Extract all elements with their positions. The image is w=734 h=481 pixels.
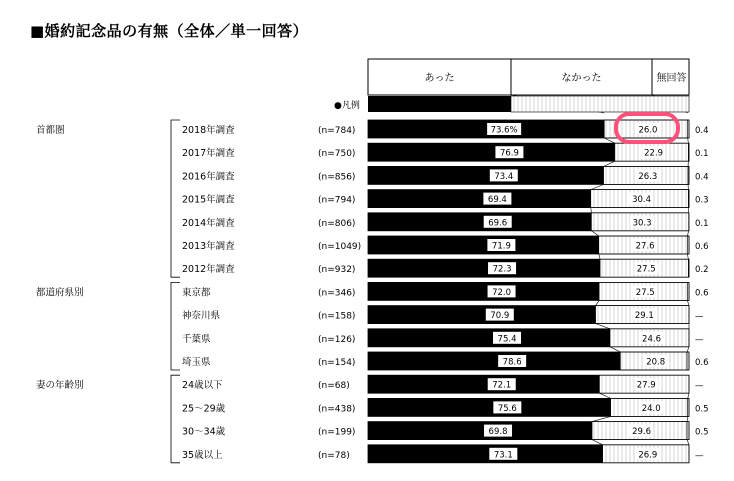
data-label-mukaitou: 0.6 (695, 242, 709, 252)
row-n: (n=806) (318, 218, 356, 229)
data-label-mukaitou: 0.1 (695, 218, 709, 229)
data-label-atta: 72.1 (492, 380, 512, 391)
row-label: 2014年調査 (182, 217, 235, 229)
data-label-nakatta: 26.3 (638, 171, 658, 182)
row-n: (n=154) (318, 358, 356, 368)
legend-label: あった (424, 73, 455, 84)
data-label-atta: 72.0 (492, 287, 512, 298)
legend-label: なかった (561, 73, 602, 84)
bar-atta (368, 306, 596, 324)
row-label: 埼玉県 (182, 357, 211, 368)
row-label: 神奈川県 (182, 310, 221, 322)
row-connector (604, 138, 615, 143)
data-label-nakatta: 24.0 (641, 403, 661, 414)
data-label-mukaitou: — (695, 334, 704, 345)
data-label-nakatta: 30.4 (632, 195, 652, 206)
row-connector (687, 440, 689, 445)
data-label-atta: 76.9 (499, 148, 519, 159)
bar-atta (368, 166, 604, 184)
data-label-nakatta: 26.9 (638, 450, 658, 461)
row-label: 東京都 (182, 287, 211, 299)
row-n: (n=784) (318, 126, 356, 136)
chart-title: ■婚約記念品の有無（全体／単一回答） (30, 22, 309, 40)
bar-atta (368, 422, 592, 440)
legend-swatch-hatch (511, 96, 689, 112)
group-label: 首都圏 (36, 125, 65, 136)
bar-atta (368, 213, 591, 231)
group-label: 都道府県別 (36, 287, 84, 299)
data-label-mukaitou: — (695, 450, 704, 461)
data-label-mukaitou: — (695, 311, 704, 322)
row-connector (592, 416, 611, 421)
bar-atta (368, 143, 615, 161)
data-label-nakatta: 22.9 (644, 148, 664, 159)
data-label-nakatta: 27.5 (635, 287, 655, 298)
group-bracket (171, 375, 180, 463)
data-label-atta: 70.9 (490, 311, 510, 322)
row-label: 25〜29歳 (182, 403, 226, 415)
bar-atta (368, 282, 599, 300)
data-label-atta: 73.1 (493, 450, 513, 461)
row-connector (591, 184, 604, 189)
row-n: (n=856) (318, 172, 356, 183)
row-connector (596, 300, 600, 305)
data-label-mukaitou: 0.4 (695, 126, 709, 136)
row-n: (n=346) (318, 288, 356, 299)
legend-marker: ●凡例 (334, 101, 360, 111)
row-label: 35歳以上 (182, 449, 223, 461)
data-label-mukaitou: 0.1 (695, 149, 709, 160)
data-label-nakatta: 27.6 (635, 241, 655, 252)
data-label-nakatta: 26.0 (638, 125, 658, 136)
bar-atta (368, 445, 603, 463)
row-label: 2013年調査 (182, 241, 235, 252)
row-n: (n=199) (318, 427, 356, 438)
bar-atta (368, 236, 599, 254)
data-label-mukaitou: 0.6 (695, 288, 709, 299)
row-label: 2012年調査 (182, 264, 235, 276)
row-connector (610, 347, 620, 352)
data-label-nakatta: 30.3 (632, 218, 652, 229)
row-connector (687, 254, 688, 259)
row-connector (687, 347, 689, 352)
row-connector (591, 231, 598, 236)
data-label-nakatta: 29.1 (634, 311, 654, 322)
bar-atta (368, 190, 591, 208)
data-label-mukaitou: 0.4 (695, 172, 709, 183)
bar-atta (368, 259, 600, 277)
data-label-atta: 73.4 (494, 171, 514, 182)
data-label-mukaitou: — (695, 381, 704, 392)
row-connector (599, 393, 610, 398)
row-connector (687, 416, 688, 421)
row-n: (n=750) (318, 149, 356, 160)
data-label-nakatta: 29.6 (632, 427, 652, 438)
row-n: (n=158) (318, 311, 356, 322)
row-label: 2015年調査 (182, 194, 235, 206)
group-bracket (171, 120, 180, 277)
data-label-mukaitou: 0.5 (695, 427, 709, 438)
row-label: 2017年調査 (182, 148, 235, 160)
row-n: (n=78) (318, 450, 350, 461)
row-n: (n=794) (318, 195, 356, 206)
row-n: (n=126) (318, 334, 356, 345)
row-n: (n=1049) (318, 242, 362, 252)
row-connector (604, 161, 615, 166)
row-connector (591, 208, 592, 213)
row-connector (596, 324, 610, 329)
data-label-nakatta: 24.6 (642, 334, 661, 345)
data-label-atta: 69.8 (488, 427, 508, 438)
data-label-atta: 78.6 (502, 357, 522, 368)
row-connector (687, 231, 688, 236)
bar-atta (368, 398, 611, 416)
data-label-atta: 75.6 (497, 403, 517, 414)
group-bracket (171, 282, 180, 370)
row-connector (687, 300, 689, 305)
data-label-nakatta: 27.9 (636, 380, 656, 391)
row-connector (599, 254, 600, 259)
row-label: 24歳以下 (182, 380, 223, 392)
bar-atta (368, 375, 599, 393)
row-n: (n=68) (318, 381, 350, 392)
legend-swatch-black (368, 96, 511, 112)
data-label-atta: 71.9 (491, 241, 511, 252)
header-frame (368, 59, 689, 95)
data-label-nakatta: 27.5 (636, 264, 656, 275)
data-label-atta: 69.4 (487, 195, 507, 206)
bar-atta (368, 352, 620, 370)
data-label-atta: 69.6 (488, 218, 508, 229)
group-label: 妻の年齢別 (36, 380, 84, 392)
data-label-mukaitou: 0.2 (695, 265, 709, 276)
data-label-mukaitou: 0.5 (695, 404, 709, 415)
row-label: 30〜34歳 (182, 426, 226, 438)
bar-atta (368, 329, 610, 347)
row-connector (592, 440, 603, 445)
row-connector (688, 393, 689, 398)
legend-label: 無回答 (656, 73, 687, 84)
row-n: (n=438) (318, 404, 356, 415)
row-connector (688, 138, 689, 143)
bar-atta (368, 120, 604, 138)
data-label-mukaitou: 0.3 (695, 195, 709, 206)
row-label: 千葉県 (182, 333, 211, 345)
row-label: 2016年調査 (182, 171, 235, 183)
data-label-atta: 73.6% (490, 125, 518, 136)
data-label-atta: 75.4 (497, 334, 517, 345)
row-n: (n=932) (318, 265, 356, 276)
data-label-mukaitou: 0.6 (695, 358, 709, 368)
data-label-atta: 72.3 (492, 264, 512, 275)
data-label-nakatta: 20.8 (646, 357, 666, 368)
row-label: 2018年調査 (182, 125, 235, 136)
